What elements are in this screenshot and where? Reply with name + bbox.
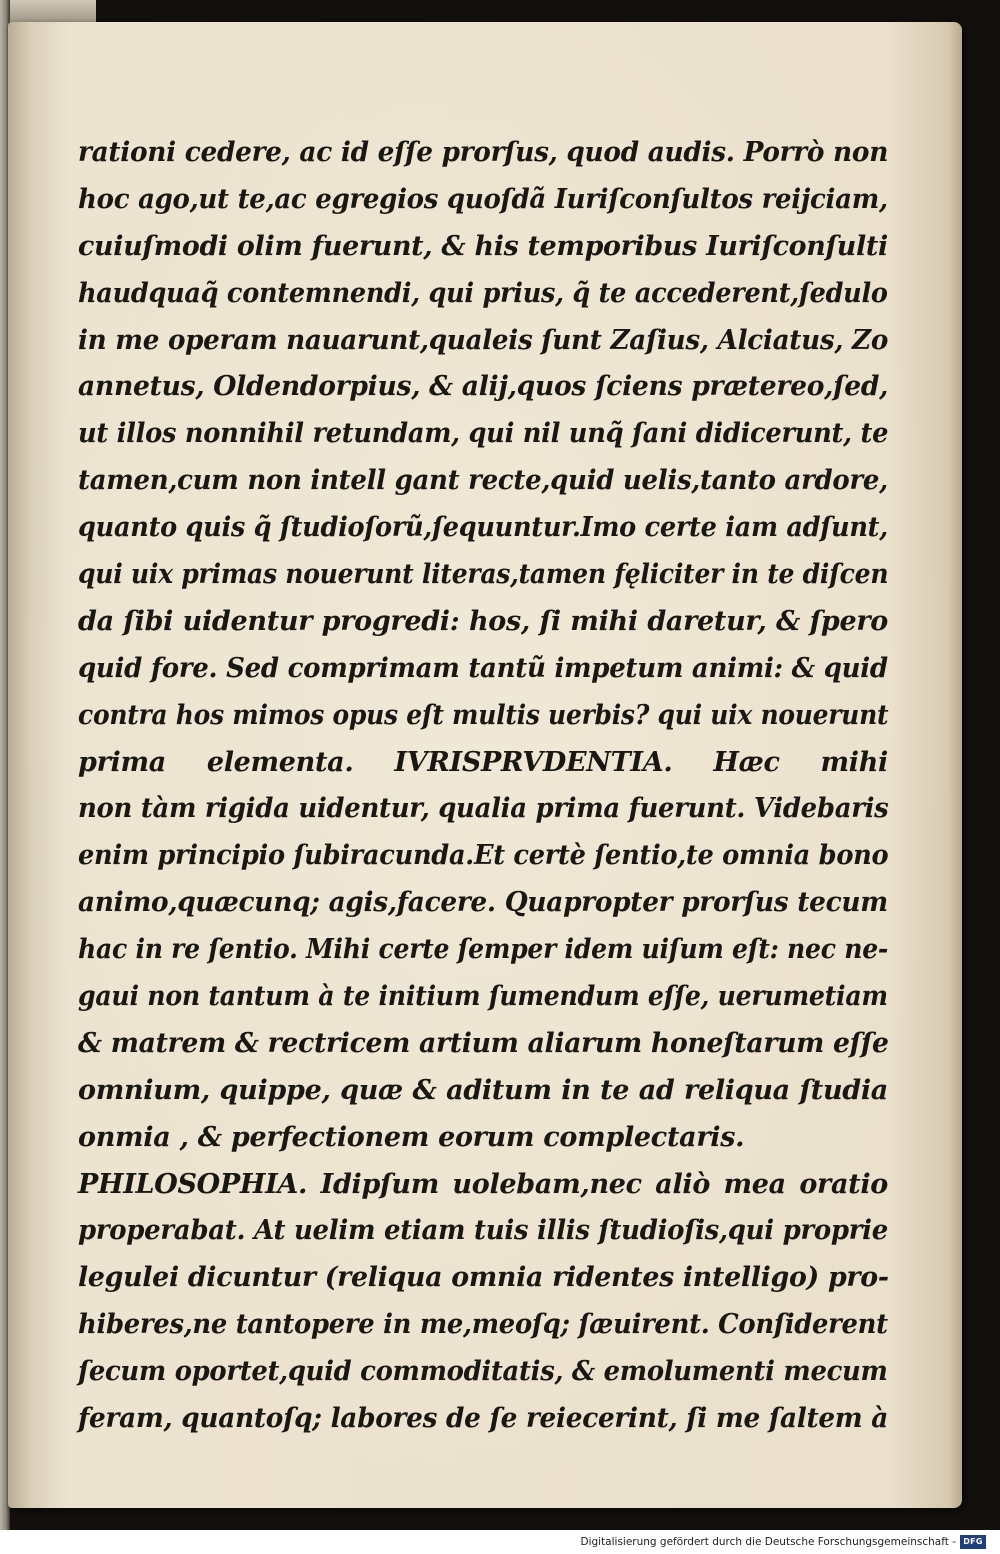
text-line: ut illos nonnihil retundam, qui nil unq̃ ſani didicerunt, te: [78, 418, 889, 450]
page-text: [78, 130, 888, 1443]
text-line: quanto quis q̃ ſtudioſorũ,ſequuntur.Imo certe iam adſunt,: [78, 512, 888, 544]
text-line: hac in re ſentio. Mihi certe ſemper idem uiſum eſt: nec ne-: [78, 934, 889, 966]
text-line: gaui non tantum à te initium ſumendum eſſe, uerumetiam: [78, 981, 888, 1013]
funding-credit: Digitalisierung gefördert durch die Deutsche Forschungsgemeinschaft -: [580, 1536, 956, 1548]
text-line: hiberes,ne tantopere in me,meoſq; ſæuirent. Conſiderent: [78, 1309, 888, 1341]
text-line: rationi cedere, ac id eſſe prorſus, quod audis. Porrò non: [78, 137, 889, 168]
text-line: annetus, Oldendorpius, & alij,quos ſciens prætereo,ſed,: [78, 371, 889, 403]
text-line: in me operam nauarunt,qualeis ſunt Zaſius, Alciatus, Zo: [78, 324, 889, 356]
text-line: feram, quantoſq; labores de ſe reiecerint, ſi me ſaltem à: [78, 1403, 889, 1435]
text-line: properabat. At uelim etiam tuis illis ſtudioſis,qui proprie: [78, 1215, 889, 1247]
dfg-logo: DFG: [960, 1535, 986, 1549]
text-line: non tàm rigida uidentur, qualia prima fuerunt. Videbaris: [78, 793, 889, 825]
text-line: cuiuſmodi olim fuerunt, & his temporibus Iuriſconſulti: [78, 230, 888, 262]
text-line: prima elementa. IVRISPRVDENTIA. Hæc mihi: [78, 746, 888, 778]
text-line: hoc ago,ut te,ac egregios quoſdã Iuriſconſultos reijciam,: [78, 183, 888, 215]
text-line: tamen,cum non intell gant recte,quid uelis,tanto ardore,: [78, 465, 888, 497]
page-edge: [10, 0, 96, 24]
book-page: [8, 22, 962, 1508]
text-line: onmia , & perfectionem eorum complectaris.: [78, 1121, 745, 1153]
text-line: animo,quæcunq; agis,facere. Quapropter prorſus tecum: [78, 887, 888, 919]
text-line: qui uix primas nouerunt literas,tamen fęliciter in te diſcen: [78, 559, 889, 591]
footer-bar: [0, 1530, 1000, 1554]
text-line: da ſibi uidentur progredi: hos, ſi mihi daretur, & ſpero: [78, 605, 888, 637]
text-line: enim principio ſubiracunda.Et certè ſentio,te omnia bono: [78, 840, 889, 872]
text-line: contra hos mimos opus eſt multis uerbis? qui uix nouerunt: [78, 699, 889, 731]
text-line: omnium, quippe, quæ & aditum in te ad reliqua ſtudia: [78, 1074, 888, 1106]
text-line: quid fore. Sed comprimam tantũ impetum animi: & quid: [78, 652, 888, 684]
text-line: & matrem & rectricem artium aliarum honeſtarum eſſe: [78, 1027, 889, 1059]
text-line: PHILOSOPHIA. Idipſum uolebam,nec aliò mea oratio: [78, 1168, 888, 1200]
text-line: legulei dicuntur (reliqua omnia ridentes intelligo) pro-: [78, 1262, 889, 1294]
text-line: ſecum oportet,quid commoditatis, & emolumenti mecum: [78, 1356, 888, 1388]
text-line: haudquaq̃ contemnendi, qui prius, q̃ te accederent,ſedulo: [78, 277, 888, 309]
